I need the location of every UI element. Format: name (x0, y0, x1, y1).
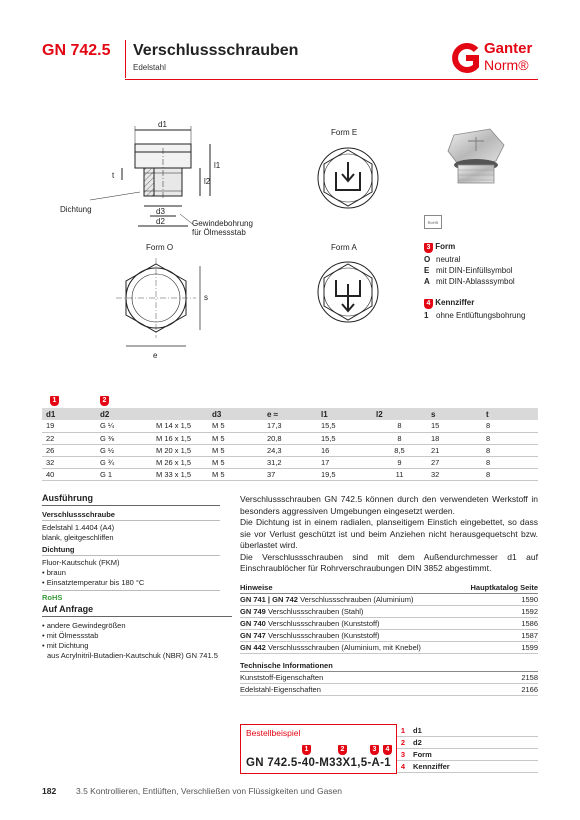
table-cell: 15,5 (317, 420, 372, 432)
section-title-ausfuehrung: Ausführung (42, 493, 93, 503)
sub-title-verschlussschraube: Verschlussschraube (42, 510, 115, 519)
form-legend (424, 242, 544, 322)
ref-page: 1599 (521, 643, 538, 652)
ref-text: Verschlussschrauben (Kunststoff) (267, 631, 380, 640)
page-title: Verschlussschrauben (133, 42, 299, 59)
order-legend-num: 3 (400, 750, 406, 759)
table-row (42, 444, 538, 456)
hinweise-section (240, 582, 538, 696)
finish-text: blank, gleitgeschliffen (42, 533, 114, 542)
hinweise-title: Hinweise (240, 583, 273, 592)
badge-form: 3 (424, 243, 433, 253)
table-cell: 8 (482, 468, 538, 480)
col-d3: d3 (208, 408, 263, 420)
table-cell: M 16 x 1,5 (152, 432, 208, 444)
table-cell: 8 (482, 420, 538, 432)
list-item: A mit DIN-Ablasssymbol (424, 277, 515, 286)
table-cell: 22 (42, 432, 96, 444)
dim-label-d2: d2 (156, 217, 165, 226)
technik-header (240, 660, 538, 672)
table-cell: 37 (263, 468, 317, 480)
form-a-label: Form A (331, 243, 357, 252)
list-item (240, 684, 538, 696)
form-o-drawing (108, 254, 228, 364)
anfrage-section (42, 604, 232, 661)
order-legend-row (397, 737, 538, 749)
table-row (42, 468, 538, 480)
rohs-text: RoHS (42, 593, 63, 602)
table-cell: 31,2 (263, 456, 317, 468)
table-cell: M 14 x 1,5 (152, 420, 208, 432)
ref-page: 1587 (521, 631, 538, 640)
form-a-drawing (310, 254, 390, 334)
order-legend-text: Form (413, 750, 432, 759)
list-item: • mit Ölmessstab (42, 631, 99, 640)
table-cell: 15 (427, 420, 482, 432)
side-view-drawing (60, 118, 260, 243)
label-oelmessstab: für Ölmessstab (192, 228, 246, 237)
logo-text-norm: Norm® (484, 57, 529, 73)
list-item (240, 630, 538, 642)
table-badge-1: 1 (50, 396, 59, 406)
table-cell: 8 (372, 420, 427, 432)
list-item (240, 606, 538, 618)
ref-text: Verschlussschrauben (Aluminium) (300, 595, 414, 604)
table-cell: 15,5 (317, 432, 372, 444)
table-cell: G ⅜ (96, 432, 152, 444)
order-badge-2: 2 (338, 745, 347, 755)
order-legend-text: Kennziffer (413, 762, 450, 771)
product-photo (440, 125, 510, 193)
order-legend-row (397, 725, 538, 737)
divider (42, 555, 220, 556)
list-item: O neutral (424, 255, 461, 264)
divider (42, 520, 220, 521)
hinweise-page-header: Hauptkatalog Seite (470, 583, 538, 592)
table-cell: 32 (42, 456, 96, 468)
col-e: e ≈ (263, 408, 317, 420)
order-legend-text: d1 (413, 726, 422, 735)
list-item: 1 ohne Entlüftungsbohrung (424, 311, 526, 320)
table-cell: M 26 x 1,5 (152, 456, 208, 468)
header-rule (125, 79, 538, 80)
description-p3: Die Verschlussschrauben sind mit dem Außendurchmesser d1 auf Einschraublöcher für Rohrverschraubungen DIN 3852 abgestimmt. (240, 551, 538, 573)
product-code: GN 742.5 (42, 42, 111, 59)
table-cell: G ½ (96, 444, 152, 456)
table-cell: 24,3 (263, 444, 317, 456)
divider (42, 616, 232, 617)
dim-label-d1: d1 (158, 120, 167, 129)
order-badge-1: 1 (302, 745, 311, 755)
legend-form-title: Form (435, 242, 456, 251)
page-subtitle: Edelstahl (133, 63, 166, 72)
list-item (240, 672, 538, 684)
divider (42, 590, 220, 591)
order-legend-num: 2 (400, 738, 406, 747)
list-item: aus Acrylnitril-Butadien-Kautschuk (NBR) GN 741.5 (47, 651, 218, 660)
material-text: Edelstahl 1.4404 (A4) (42, 523, 115, 532)
ref-text: Verschlussschrauben (Stahl) (267, 607, 364, 616)
description-p1: Verschlussschrauben GN 742.5 können durch den verwendeten Werkstoff in besonders aggressiven Umgebungen eingesetzt werden. (240, 494, 538, 516)
dim-label-e: e (153, 351, 158, 360)
dim-label-l1: l1 (214, 161, 221, 170)
list-item: E mit DIN-Einfüllsymbol (424, 266, 513, 275)
table-cell: 16 (317, 444, 372, 456)
table-cell: 18 (427, 432, 482, 444)
dim-label-s: s (204, 293, 208, 302)
table-cell: M 5 (208, 456, 263, 468)
col-d2: d2 (96, 408, 208, 420)
order-badge-3: 3 (370, 745, 379, 755)
tech-page: 2166 (521, 685, 538, 694)
form-e-drawing (310, 140, 390, 220)
col-s: s (427, 408, 482, 420)
ref-text: Verschlussschrauben (Aluminium, mit Knebel) (267, 643, 421, 652)
table-cell: G 1 (96, 468, 152, 480)
table-cell: 19,5 (317, 468, 372, 480)
hinweise-header (240, 582, 538, 594)
table-row (42, 456, 538, 468)
ref-page: 1590 (521, 595, 538, 604)
ref-code: GN 740 (240, 619, 266, 628)
header-divider (125, 40, 126, 78)
table-cell: 8 (482, 456, 538, 468)
table-header-row (42, 408, 538, 420)
table-cell: 32 (427, 468, 482, 480)
table-cell: 8,5 (372, 444, 427, 456)
table-cell: M 5 (208, 420, 263, 432)
ref-page: 1586 (521, 619, 538, 628)
form-e-label: Form E (331, 128, 358, 137)
table-cell: 17,3 (263, 420, 317, 432)
dimension-table (42, 408, 538, 481)
form-o-label: Form O (146, 243, 174, 252)
order-legend-text: d2 (413, 738, 422, 747)
dim-label-t: t (112, 171, 115, 180)
table-cell: 9 (372, 456, 427, 468)
ref-code: GN 442 (240, 643, 266, 652)
seal-material-text: Fluor-Kautschuk (FKM) (42, 558, 120, 567)
sub-title-dichtung: Dichtung (42, 545, 75, 554)
tech-text: Kunststoff-Eigenschaften (240, 673, 324, 682)
col-l1: l1 (317, 408, 372, 420)
seal-color-text: • braun (42, 568, 66, 577)
table-cell: 20,8 (263, 432, 317, 444)
table-cell: 27 (427, 456, 482, 468)
ref-text: Verschlussschrauben (Kunststoff) (267, 619, 380, 628)
label-gewindebohrung: Gewindebohrung (192, 219, 253, 228)
table-cell: 40 (42, 468, 96, 480)
table-cell: 17 (317, 456, 372, 468)
table-cell: M 33 x 1,5 (152, 468, 208, 480)
label-dichtung: Dichtung (60, 205, 92, 214)
seal-temp-text: • Einsatztemperatur bis 180 °C (42, 578, 145, 587)
table-cell: G ¼ (96, 420, 152, 432)
table-cell: M 20 x 1,5 (152, 444, 208, 456)
tech-page: 2158 (521, 673, 538, 682)
table-cell: 26 (42, 444, 96, 456)
table-cell: M 5 (208, 468, 263, 480)
ref-code: GN 747 (240, 631, 266, 640)
table-cell: 21 (427, 444, 482, 456)
footer-chapter: 3.5 Kontrollieren, Entlüften, Verschließen von Flüssigkeiten und Gasen (76, 786, 343, 796)
table-row (42, 420, 538, 432)
logo-text-ganter: Ganter (484, 40, 533, 57)
ausfuehrung-section (42, 493, 220, 603)
divider (42, 505, 220, 506)
ref-page: 1592 (521, 607, 538, 616)
order-code: GN 742.5-40-M33X1,5-A-1 (246, 757, 391, 769)
table-cell: 8 (372, 432, 427, 444)
description-p2: Die Dichtung ist in einem radialen, planseitigem Einstich eingebettet, so dass sie vor Verlust geschützt ist und beim Anziehen nicht herausgequetscht bzw. überlastet wird. (240, 517, 538, 550)
table-cell: 8 (482, 444, 538, 456)
legend-kennziffer-title: Kennziffer (435, 298, 475, 307)
table-cell: G ¾ (96, 456, 152, 468)
technik-title: Technische Informationen (240, 661, 333, 670)
order-legend-row (397, 749, 538, 761)
order-legend-row (397, 761, 538, 773)
description (240, 494, 538, 575)
section-title-anfrage: Auf Anfrage (42, 604, 94, 614)
rohs-badge-icon: RoHS (424, 215, 442, 229)
table-badge-2: 2 (100, 396, 109, 406)
tech-text: Edelstahl-Eigenschaften (240, 685, 321, 694)
col-d1: d1 (42, 408, 96, 420)
order-legend-num: 1 (400, 726, 406, 735)
dim-label-d3: d3 (156, 207, 165, 216)
page-number: 182 (42, 786, 57, 796)
list-item (240, 642, 538, 654)
list-item: • andere Gewindegrößen (42, 621, 126, 630)
list-item (240, 618, 538, 630)
list-item: • mit Dichtung (42, 641, 89, 650)
table-row (42, 432, 538, 444)
dim-label-l2: l2 (204, 177, 211, 186)
order-example-label: Bestellbeispiel (246, 728, 301, 738)
ref-code: GN 741 | GN 742 (240, 595, 298, 604)
col-l2: l2 (372, 408, 427, 420)
table-cell: 19 (42, 420, 96, 432)
col-t: t (482, 408, 538, 420)
ref-code: GN 749 (240, 607, 266, 616)
order-legend-num: 4 (400, 762, 406, 771)
table-cell: 11 (372, 468, 427, 480)
table-cell: M 5 (208, 432, 263, 444)
list-item (240, 594, 538, 606)
table-cell: 8 (482, 432, 538, 444)
badge-kennziffer: 4 (424, 299, 433, 309)
order-badge-4: 4 (383, 745, 392, 755)
table-cell: M 5 (208, 444, 263, 456)
